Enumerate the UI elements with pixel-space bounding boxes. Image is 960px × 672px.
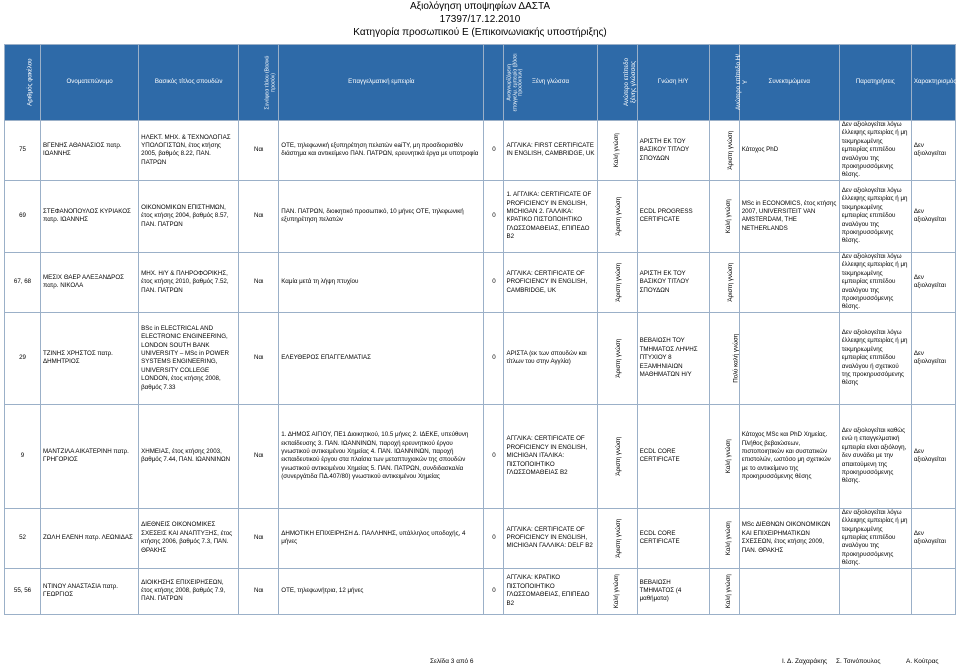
language-level-cell: Άριστη γνώση xyxy=(597,252,637,312)
col-file-no: Αριθμός φακέλου xyxy=(5,45,41,121)
name-cell: ΣΤΕΦΑΝΟΠΟΥΛΟΣ ΚΥΡΙΑΚΟΣ πατρ. ΙΩΑΝΝΗΣ xyxy=(41,180,139,252)
name-cell: ΒΓΕΝΗΣ ΑΘΑΝΑΣΙΟΣ πατρ. ΙΩΑΝΝΗΣ xyxy=(41,121,139,181)
supporting-cell: Κάτοχος MSc και PhD Χημείας. Πλήθος βεβαιώσεων, πιστοποιητικών και συστατικών επιστολών, ωστόσο μη σχετικών με το αντικείμενο της προκηρυσσόμενης θέσης xyxy=(739,404,839,508)
table-row xyxy=(5,568,956,614)
supporting-cell: Κάτοχος PhD xyxy=(739,121,839,181)
name-cell: ΖΩΛΗ ΕΛΕΝΗ πατρ. ΛΕΩΝΙΔΑΣ xyxy=(41,508,139,568)
accepted-cell: 0 xyxy=(484,508,504,568)
accepted-cell: 0 xyxy=(484,180,504,252)
accepted-cell: 0 xyxy=(484,252,504,312)
language-level-cell: Καλή γνώση xyxy=(597,568,637,614)
language-level-cell: Άριστη γνώση xyxy=(597,312,637,404)
experience-cell: ΟΤΕ, τηλεφωνική εξυπηρέτηση πελατών eaiTY, μη προσδιορισθέν διάστημα και αντικείμενο ΠΑΝ. ΠΑΤΡΩΝ, ερευνητικά έργα με υποτροφία xyxy=(279,121,484,181)
characterization-cell: Δεν αξιολογείται xyxy=(911,180,955,252)
it-skills-cell: ECDL PROGRESS CERTIFICATE xyxy=(637,180,709,252)
it-level-cell: Πολύ καλή γνώση xyxy=(709,312,739,404)
it-skills-cell: ECDL CORE CERTIFICATE xyxy=(637,508,709,568)
supporting-cell xyxy=(739,312,839,404)
remarks-cell: Δεν αξιολογείται λόγω έλλειψης εμπειρίας ή μη τεκμηριωμένης εμπειρίας επιπέδου αναλόγου της προκηρυσσόμενης θέσης. xyxy=(839,508,911,568)
it-skills-cell: ΑΡΙΣΤΗ ΕΚ ΤΟΥ ΒΑΣΙΚΟΥ ΤΙΤΛΟΥ ΣΠΟΥΔΩΝ xyxy=(637,121,709,181)
experience-cell: ΕΛΕΥΘΕΡΟΣ ΕΠΑΓΓΕΛΜΑΤΙΑΣ xyxy=(279,312,484,404)
language-cell: ΑΓΓΛΙΚΑ: CERTIFICATE OF PROFICIENCY IN ENGLISH, MICHIGAN ΙΤΑΛΙΚΑ: ΠΙΣΤΟΠΟΙΗΤΙΚΟ ΓΛΩΣΣΟΜΑΘΕΙΑΣ Β2 xyxy=(504,404,597,508)
remarks-cell: Δεν αξιολογείται λόγω έλλειψης εμπειρίας ή μη τεκμηριωμένης εμπειρίας επιπέδου αναλόγου της προκηρυσσόμενης θέσης. xyxy=(839,252,911,312)
evaluation-table xyxy=(4,44,956,615)
relevance-cell: Ναι xyxy=(239,252,279,312)
col-language-level: Ανώτερο επίπεδο ξένης γλώσσας xyxy=(597,45,637,121)
name-cell: ΝΤΙΝΟΥ ΑΝΑΣΤΑΣΙΑ πατρ. ΓΕΩΡΓΙΟΣ xyxy=(41,568,139,614)
degree-cell: ΔΙΟΙΚΗΣΗΣ ΕΠΙΧΕΙΡΗΣΕΩΝ, έτος κτήσης 2008, βαθμός 7.9, ΠΑΝ. ΠΑΤΡΩΝ xyxy=(139,568,239,614)
supporting-cell xyxy=(739,252,839,312)
table-row xyxy=(5,252,956,312)
signatory-1: Ι. Δ. Ζαχαράκης xyxy=(782,658,828,665)
relevance-cell: Ναι xyxy=(239,312,279,404)
relevance-cell: Ναι xyxy=(239,180,279,252)
table-row xyxy=(5,404,956,508)
supporting-cell: MSc in ECONOMICS, έτος κτήσης 2007, UNIVERSITEIT VAN AMSTERDAM, THE NETHERLANDS xyxy=(739,180,839,252)
relevance-cell: Ναι xyxy=(239,404,279,508)
degree-cell: BSc in ELECTRICAL AND ELECTRONIC ENGINEERING, LONDON SOUTH BANK UNIVERSITY – MSc in POWER SYSTEMS ENGINEERING, UNIVERSITY COLLEGE LONDON, έτος κτήσης 2008, βαθμός 7.33 xyxy=(139,312,239,404)
experience-cell: ΔΗΜΟΤΙΚΗ ΕΠΙΧΕΙΡΗΣΗ Δ. ΠΑΛΛΗΝΗΣ, υπάλληλος υποδοχής, 4 μήνες xyxy=(279,508,484,568)
it-skills-cell: ΒΕΒΑΙΩΣΗ ΤΟΥ ΤΜΗΜΑΤΟΣ ΛΗΨΗΣ ΠΤΥΧΙΟΥ 8 ΕΞΑΜΗΝΙΑΙΩΝ ΜΑΘΗΜΑΤΩΝ Η/Υ xyxy=(637,312,709,404)
characterization-cell: Δεν αξιολογείται xyxy=(911,508,955,568)
it-level-cell: Άριστη γνώση xyxy=(709,121,739,181)
language-cell: ΑΓΓΛΙΚΑ: CERTIFICATE OF PROFICIENCY IN ENGLISH, CAMBRIDGE, UK xyxy=(504,252,597,312)
it-skills-cell: ΑΡΙΣΤΗ ΕΚ ΤΟΥ ΒΑΣΙΚΟΥ ΤΙΤΛΟΥ ΣΠΟΥΔΩΝ xyxy=(637,252,709,312)
experience-cell: ΠΑΝ. ΠΑΤΡΩΝ, διοικητικό προσωπικό, 10 μήνες ΟΤΕ, τηλεφωνική εξυπηρέτηση πελατών xyxy=(279,180,484,252)
signatory-2: Σ. Τσινόπουλος xyxy=(836,658,881,665)
file-no-cell: 52 xyxy=(5,508,41,568)
supporting-cell xyxy=(739,568,839,614)
remarks-cell: Δεν αξιολογείται λόγω έλλειψης εμπειρίας ή μη τεκμηριωμένης εμπειρίας επιπέδου αναλόγου ή σχετικού της προκηρυσσόμενης θέσης xyxy=(839,312,911,404)
accepted-cell: 0 xyxy=(484,121,504,181)
degree-cell: ΜΗΧ. Η/Υ & ΠΛΗΡΟΦΟΡΙΚΗΣ, έτος κτήσης 2010, βαθμός 7.52, ΠΑΝ. ΠΑΤΡΩΝ xyxy=(139,252,239,312)
col-name: Ονοματεπώνυμο xyxy=(41,45,139,121)
characterization-cell xyxy=(911,568,955,614)
degree-cell: ΧΗΜΕΙΑΣ, έτος κτήσης 2003, βαθμός 7.44, ΠΑΝ. ΙΩΑΝΝΙΝΩΝ xyxy=(139,404,239,508)
col-it-skills: Γνώση Η/Υ xyxy=(637,45,709,121)
header-row xyxy=(5,45,956,121)
degree-cell: ΔΙΕΘΝΕΙΣ ΟΙΚΟΝΟΜΙΚΕΣ ΣΧΕΣΕΙΣ ΚΑΙ ΑΝΑΠΤΥΞΗΣ, έτος κτήσης 2006, βαθμός 7.3, ΠΑΝ. ΘΡΑΚΗΣ xyxy=(139,508,239,568)
experience-cell: 1. ΔΗΜΟΣ ΑΙΓΙΟΥ, ΠΕ1 Διοικητικού, 10.5 μήνες 2. ΙΔΕΚΕ, υπεύθυνη εκπαίδευσης 3. ΠΑΝ. ΙΩΑΝΝΙΝΩΝ, παροχή ερευνητικού έργου γνωστικού αντικειμένου Χημείας 4. ΠΑΝ. ΙΩΑΝΝΙΝΩΝ, παροχή εκπαιδευτικού έργου στα πλαίσια των μεταπτυχιακών της σπουδών γνωστικού αντικειμένου Χημείας 5. ΠΑΝ. ΠΑΤΡΩΝ, συνδιδασκαλία (συνεργάτιδα ΠΔ.407/80) γνωστικού αντικειμένου Χημείας xyxy=(279,404,484,508)
it-level-cell: Καλή γνώση xyxy=(709,508,739,568)
file-no-cell: 69 xyxy=(5,180,41,252)
col-it-level: Ανώτερο επίπεδο Η/Υ xyxy=(709,45,739,121)
col-experience-accepted: Αναγνωρίζόμενη επαγγελμ. εμπειρία (βάσει προσόντων) xyxy=(484,45,504,121)
accepted-cell: 0 xyxy=(484,404,504,508)
col-degree: Βασικός τίτλος σπουδών xyxy=(139,45,239,121)
remarks-cell: Δεν αξιολογείται καθώς ενώ η επαγγελματική εμπειρία είναι αξιόλογη, δεν συνάδει με την απαιτούμενη της προκηρυσσόμενης θέσης. xyxy=(839,404,911,508)
language-level-cell: Άριστη γνώση xyxy=(597,180,637,252)
language-level-cell: Άριστη γνώση xyxy=(597,404,637,508)
remarks-cell: Δεν αξιολογείται λόγω έλλειψης εμπειρίας ή μη τεκμηριωμένης εμπειρίας επιπέδου αναλόγου της προκηρυσσόμενης θέσης. xyxy=(839,180,911,252)
name-cell: ΜΑΝΤΖΙΛΑ ΑΙΚΑΤΕΡΙΝΗ πατρ. ΓΡΗΓΟΡΙΟΣ xyxy=(41,404,139,508)
protocol-number: 17397/17.12.2010 xyxy=(439,14,521,25)
col-remarks: Παρατηρήσεις xyxy=(839,45,911,121)
file-no-cell: 29 xyxy=(5,312,41,404)
page-number: Σελίδα 3 από 6 xyxy=(430,658,474,665)
it-level-cell: Άριστη γνώση xyxy=(709,252,739,312)
it-skills-cell: ECDL CORE CERTIFICATE xyxy=(637,404,709,508)
it-level-cell: Καλή γνώση xyxy=(709,180,739,252)
file-no-cell: 67, 68 xyxy=(5,252,41,312)
relevance-cell: Ναι xyxy=(239,568,279,614)
characterization-cell: Δεν αξιολογείται xyxy=(911,121,955,181)
table-row xyxy=(5,312,956,404)
language-level-cell: Άριστη γνώση xyxy=(597,508,637,568)
table-row xyxy=(5,508,956,568)
document-title: Αξιολόγηση υποψηφίων ΔΑΣΤΑ xyxy=(409,1,550,12)
language-cell: 1. ΑΓΓΛΙΚΑ: CERTIFICATE OF PROFICIENCY IN ENGLISH, MICHIGAN 2. ΓΑΛΛΙΚΑ: ΚΡΑΤΙΚΟ ΠΙΣΤΟΠΟΙΗΤΙΚΟ ΓΛΩΣΣΟΜΑΘΕΙΑΣ, ΕΠΙΠΕΔΟ Β2 xyxy=(504,180,597,252)
degree-cell: ΟΙΚΟΝΟΜΙΚΩΝ ΕΠΙΣΤΗΜΩΝ, έτος κτήσης 2004, βαθμός 8.57, ΠΑΝ. ΠΑΤΡΩΝ xyxy=(139,180,239,252)
experience-cell: Καμία μετά τη λήψη πτυχίου xyxy=(279,252,484,312)
remarks-cell: Δεν αξιολογείται λόγω έλλειψης εμπειρίας ή μη τεκμηριωμένης εμπειρίας επιπέδου αναλόγου της προκηρυσσόμενης θέσης. xyxy=(839,121,911,181)
table-row xyxy=(5,121,956,181)
characterization-cell: Δεν αξιολογείται xyxy=(911,312,955,404)
relevance-cell: Ναι xyxy=(239,508,279,568)
supporting-cell: MSc ΔΙΕΘΝΩΝ ΟΙΚΟΝΟΜΙΚΩΝ ΚΑΙ ΕΠΙΧΕΙΡΗΜΑΤΙΚΩΝ ΣΧΕΣΕΩΝ, έτος κτήσης 2009, ΠΑΝ. ΘΡΑΚΗΣ xyxy=(739,508,839,568)
language-cell: ΑΓΓΛΙΚΑ: CERTIFICATE OF PROFICIENCY IN ENGLISH, MICHIGAN ΓΑΛΛΙΚΑ: DELF B2 xyxy=(504,508,597,568)
it-level-cell: Καλή γνώση xyxy=(709,404,739,508)
col-experience: Επαγγελματική εμπειρία xyxy=(279,45,484,121)
signatory-3: Α. Κούτρας xyxy=(906,658,939,665)
it-skills-cell: ΒΕΒΑΙΩΣΗ ΤΜΗΜΑΤΟΣ (4 μαθήματα) xyxy=(637,568,709,614)
remarks-cell xyxy=(839,568,911,614)
experience-cell: ΟΤΕ, τηλεφωνήτρια, 12 μήνες xyxy=(279,568,484,614)
file-no-cell: 9 xyxy=(5,404,41,508)
col-supporting: Συνεκτιμώμενα xyxy=(739,45,839,121)
col-degree-relevance: Συνάφεια τίτλου (Βασικό προσόν) xyxy=(239,45,279,121)
language-cell: ΑΓΓΛΙΚΑ: ΚΡΑΤΙΚΟ ΠΙΣΤΟΠΟΙΗΤΙΚΟ ΓΛΩΣΣΟΜΑΘΕΙΑΣ, ΕΠΙΠΕΔΟ Β2 xyxy=(504,568,597,614)
name-cell: ΜΕΣΙΧ ΘΑΕΡ ΑΛΕΞΑΝΔΡΟΣ πατρ. ΝΙΚΟΛΑ xyxy=(41,252,139,312)
category-title: Κατηγορία προσωπικού Ε (Επικοινωνιακής υποστήριξης) xyxy=(353,27,607,38)
language-cell: ΑΡΙΣΤΑ (εκ των σπουδών και τίτλων του στην Αγγλία) xyxy=(504,312,597,404)
accepted-cell: 0 xyxy=(484,312,504,404)
col-characterization: Χαρακτηρισμός xyxy=(911,45,955,121)
col-language: Ξένη γλώσσα xyxy=(504,45,597,121)
language-cell: ΑΓΓΛΙΚΑ: FIRST CERTIFICATE IN ENGLISH, CAMBRIDGE, UK xyxy=(504,121,597,181)
file-no-cell: 75 xyxy=(5,121,41,181)
characterization-cell: Δεν αξιολογείται xyxy=(911,252,955,312)
file-no-cell: 55, 56 xyxy=(5,568,41,614)
name-cell: ΤΖΙΝΗΣ ΧΡΗΣΤΟΣ πατρ. ΔΗΜΗΤΡΙΟΣ xyxy=(41,312,139,404)
page-header xyxy=(0,0,960,39)
degree-cell: ΗΛΕΚΤ. ΜΗΧ. & ΤΕΧΝΟΛΟΓΙΑΣ ΥΠΟΛΟΓΙΣΤΩΝ, έτος κτήσης 2005, βαθμός 8.22, ΠΑΝ. ΠΑΤΡΩΝ xyxy=(139,121,239,181)
accepted-cell: 0 xyxy=(484,568,504,614)
it-level-cell: Καλή γνώση xyxy=(709,568,739,614)
characterization-cell: Δεν αξιολογείται xyxy=(911,404,955,508)
language-level-cell: Καλή γνώση xyxy=(597,121,637,181)
table-row xyxy=(5,180,956,252)
relevance-cell: Ναι xyxy=(239,121,279,181)
